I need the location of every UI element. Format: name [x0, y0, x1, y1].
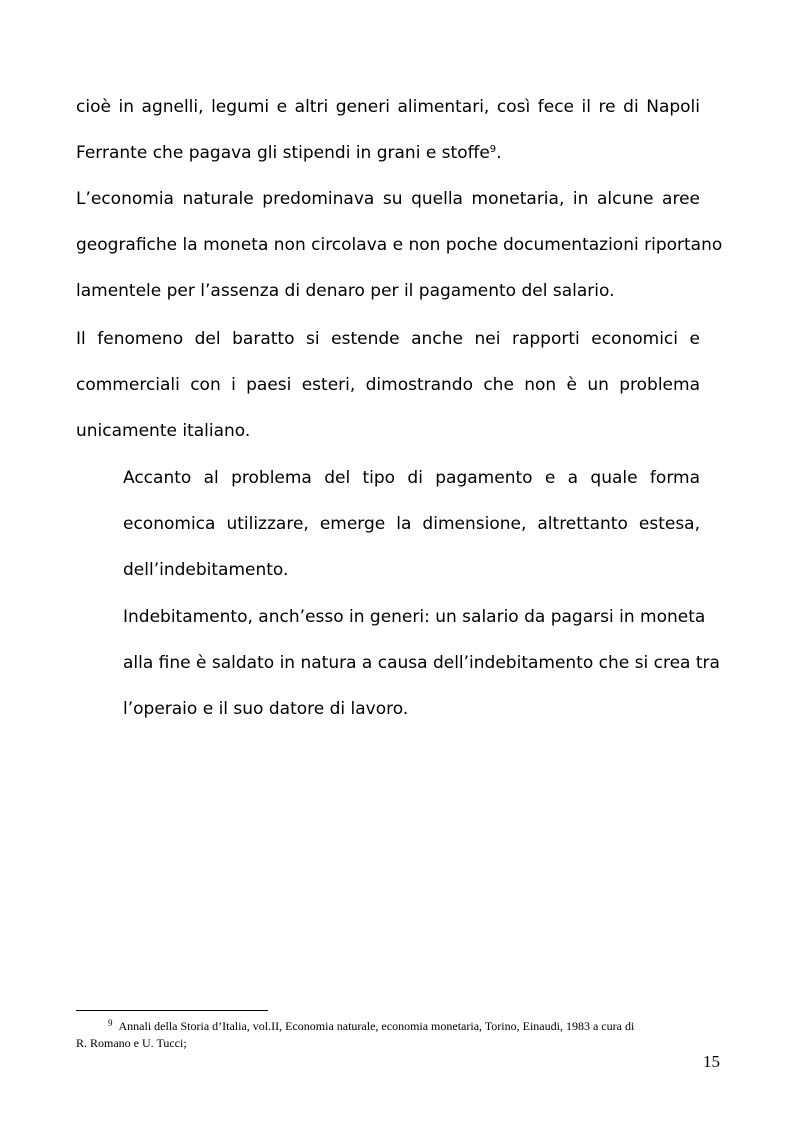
footnote-line-1: Annali della Storia d’Italia, vol.II, Economia naturale, economia monetaria, Torino, Einaudi, 1983 a cura di — [118, 1019, 635, 1033]
paragraph-2-line-1: L’economia naturale predominava su quella monetaria, in alcune aree — [76, 189, 700, 209]
paragraph-1-line-2-end: . — [496, 143, 502, 163]
paragraph-5-line-2: alla fine è saldato in natura a causa dell’indebitamento che si crea tra — [123, 653, 720, 673]
footnote — [76, 1018, 712, 1052]
paragraph-2-line-3: lamentele per l’assenza di denaro per il pagamento del salario. — [76, 281, 615, 301]
paragraph-4 — [123, 455, 700, 593]
paragraph-2 — [76, 176, 723, 314]
paragraph-3-line-2: commerciali con i paesi esteri, dimostrando che non è un problema — [76, 375, 700, 395]
paragraph-5-line-3: l’operaio e il suo datore di lavoro. — [123, 699, 409, 719]
paragraph-3-line-1: Il fenomeno del baratto si estende anche nei rapporti economici e — [76, 329, 700, 349]
paragraph-4-line-1: Accanto al problema del tipo di pagamento e a quale forma — [123, 468, 700, 488]
paragraph-1 — [76, 84, 700, 176]
paragraph-4-line-2: economica utilizzare, emerge la dimensione, altrettanto estesa, — [123, 514, 700, 534]
paragraph-1-line-2-text: Ferrante che pagava gli stipendi in grani e stoffe — [76, 143, 490, 163]
footnote-reference: 9 — [489, 144, 497, 155]
paragraph-4-line-3: dell’indebitamento. — [123, 560, 289, 580]
page-number: 15 — [703, 1052, 720, 1071]
paragraph-5 — [123, 594, 720, 732]
paragraph-5-line-1: Indebitamento, anch’esso in generi: un salario da pagarsi in moneta — [123, 607, 706, 627]
paragraph-1-line-2 — [76, 130, 700, 176]
paragraph-2-line-2: geografiche la moneta non circolava e non poche documentazioni riportano — [76, 235, 723, 255]
paragraph-3-line-3: unicamente italiano. — [76, 421, 251, 441]
paragraph-1-line-1: cioè in agnelli, legumi e altri generi alimentari, così fece il re di Napoli — [76, 97, 700, 117]
paragraph-3 — [76, 316, 700, 454]
footnote-number: 9 — [108, 1018, 113, 1028]
footnote-line-2: R. Romano e U. Tucci; — [76, 1036, 187, 1050]
footnote-separator — [76, 1010, 268, 1011]
